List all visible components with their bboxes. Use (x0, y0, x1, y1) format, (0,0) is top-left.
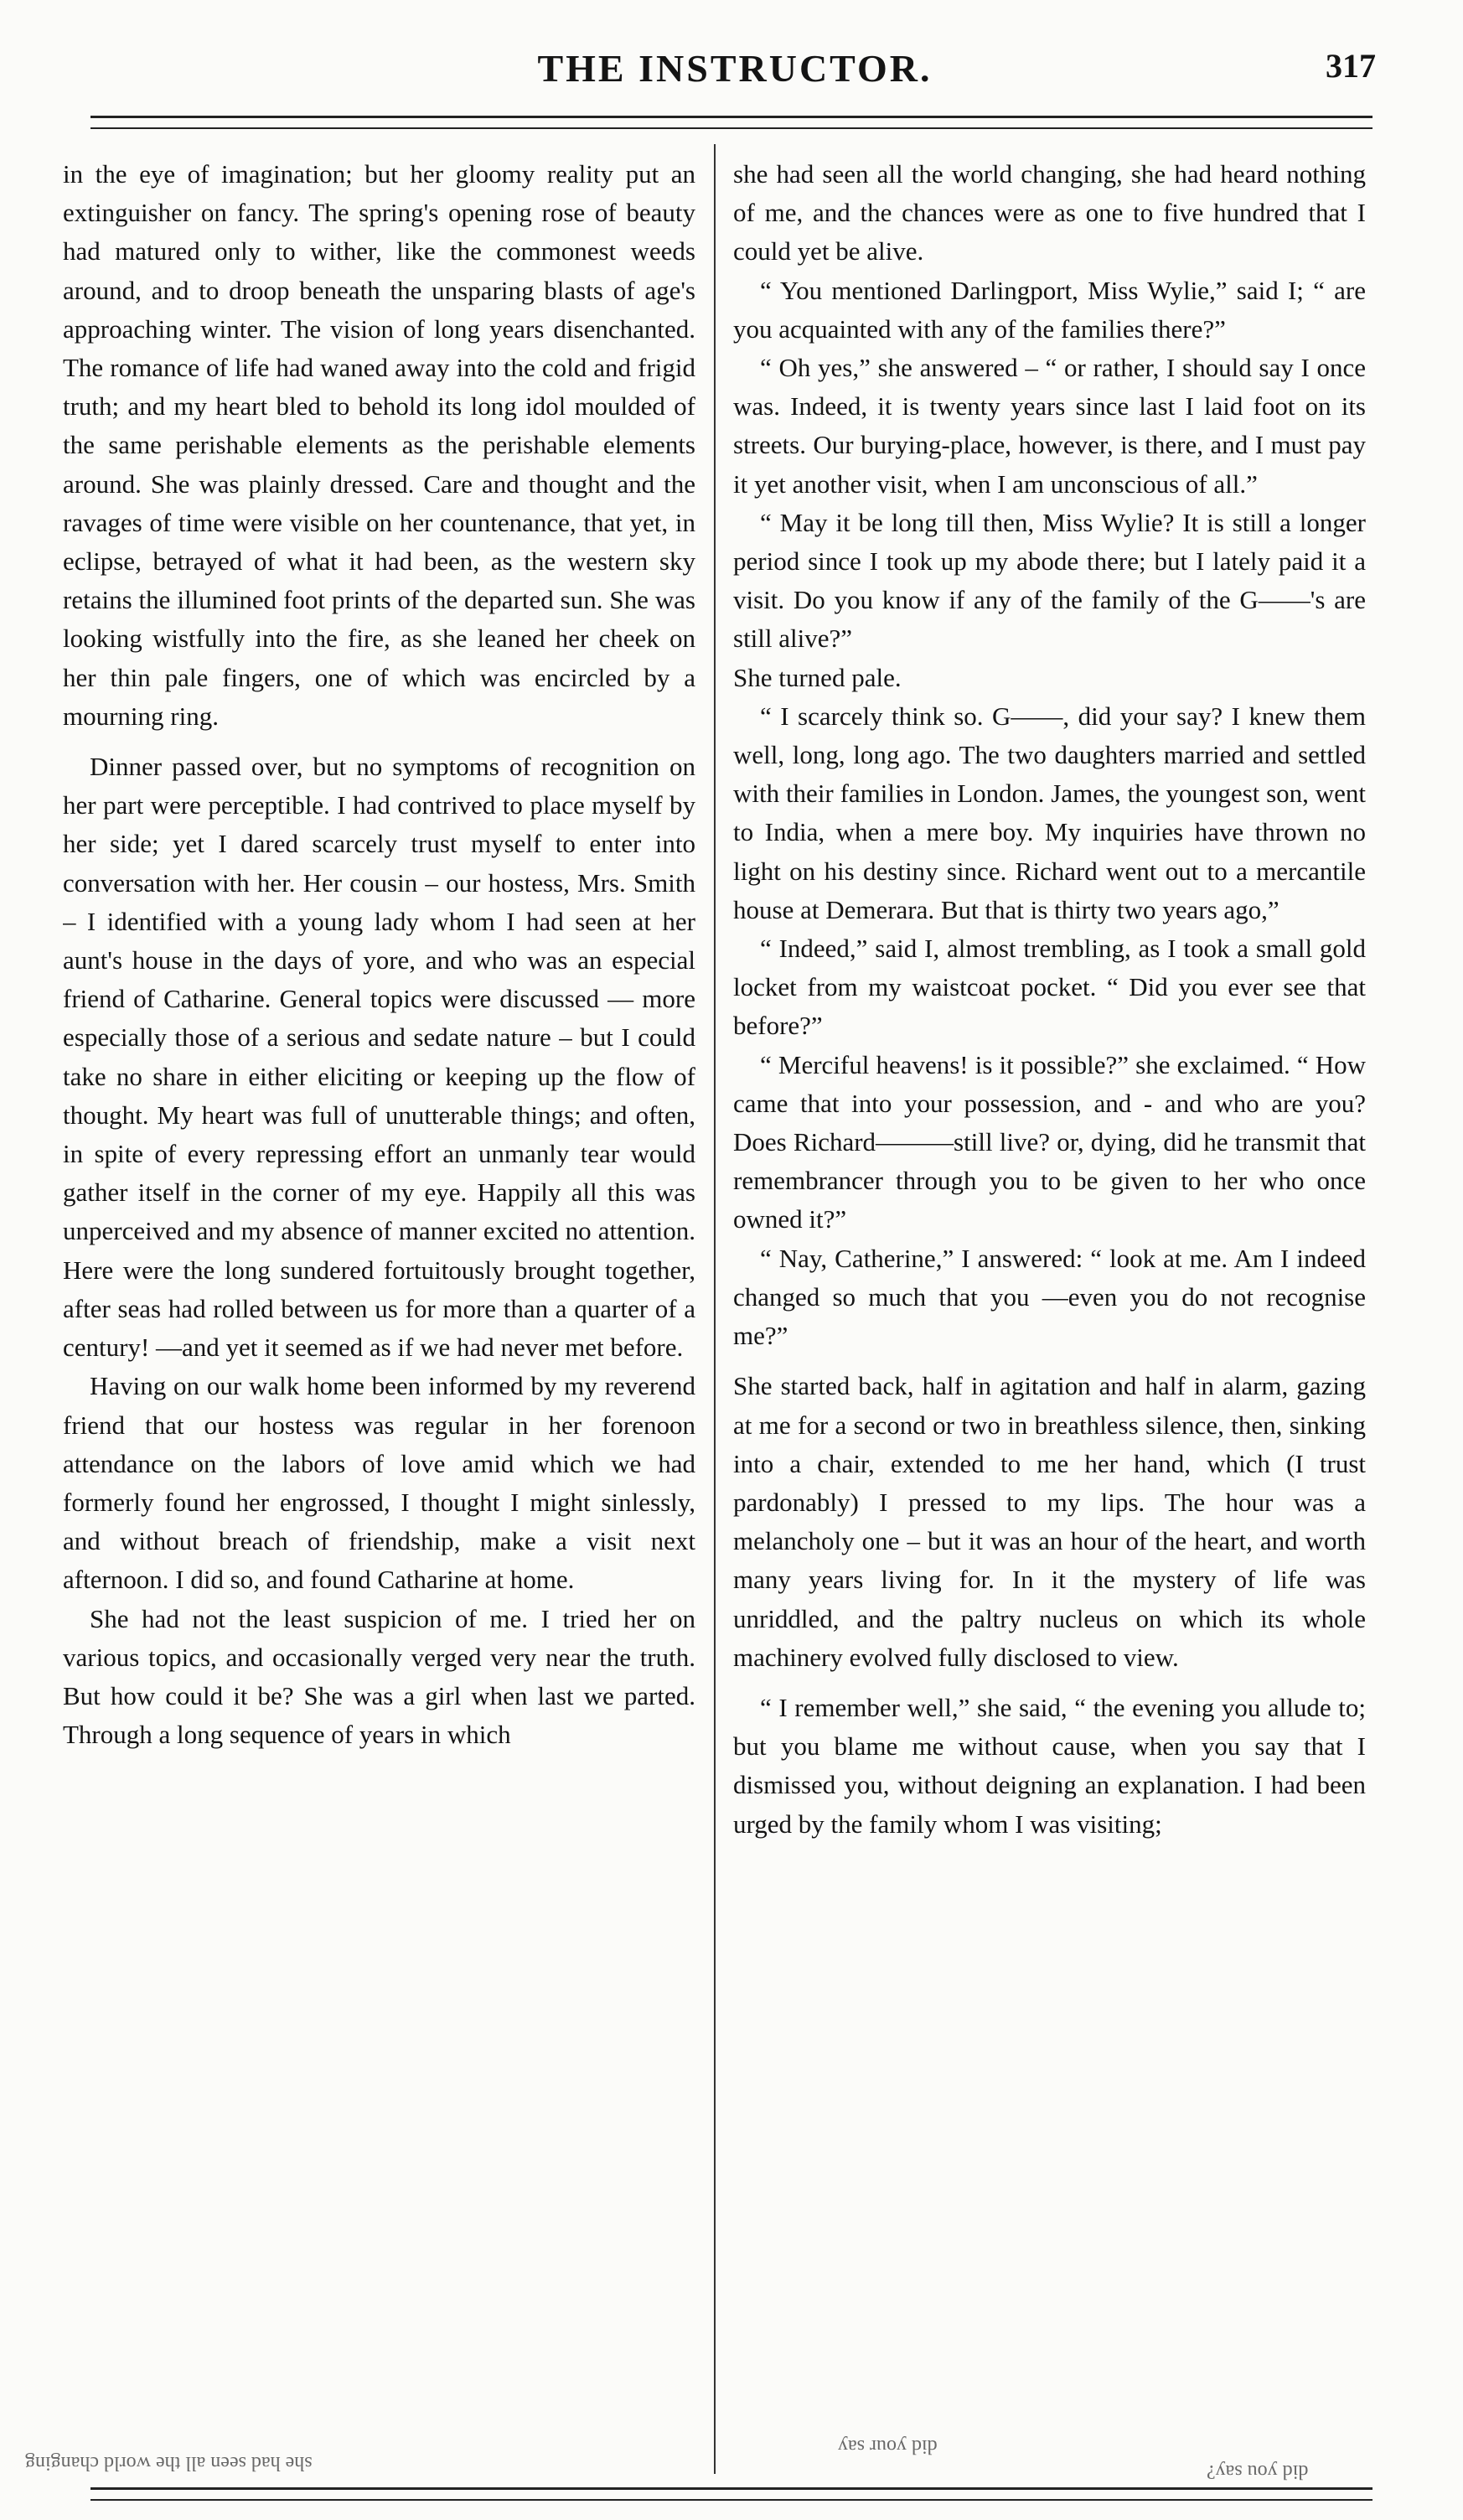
footer-rule-top (90, 2487, 1373, 2490)
paragraph: “ I scarcely think so. G——, did your say? I knew them well, long, long ago. The two daughters married and settled with their families in London. James, the youngest son, went to India, when a mere boy. My inquiries have thrown no light on his destiny since. Richard went out to a mercantile house at Demerara. But that is thirty two years ago,” (733, 701, 1366, 924)
paragraph: “ Nay, Catherine,” I answered: “ look at me. Am I indeed changed so much that you —even you do not recognise me?” (733, 1243, 1366, 1351)
running-title: THE INSTRUCTOR. (537, 47, 933, 90)
bleed-through-text: did your say (838, 2435, 938, 2457)
column-divider (714, 144, 716, 2474)
paragraph: she had seen all the world changing, she had heard nothing of me, and the chances were as one to five hundred that I could yet be alive. (733, 159, 1366, 266)
paragraph: She turned pale. (733, 662, 902, 692)
bleed-through-text: did you say? (1207, 2460, 1309, 2482)
paragraph: “ Oh yes,” she answered – “ or rather, I should say I once was. Indeed, it is twenty years since last I laid foot on its streets. Our burying-place, however, is there, and I must pay it yet another visit, when I am unconscious of all.” (733, 353, 1366, 499)
paragraph: Having on our walk home been informed by my reverend friend that our hostess was regular in her forenoon attendance on the labors of love amid which we had formerly found her engrossed, I thought I might sinlessly, and without breach of friendship, make a visit next afternoon. I did so, and found Catharine at home. (63, 1371, 695, 1595)
paragraph: “ I remember well,” she said, “ the evening you allude to; but you blame me without cause, when you say that I dismissed you, without deigning an explanation. I had been urged by the family whom I was visiting; (733, 1692, 1366, 1839)
paragraph: “ You mentioned Darlingport, Miss Wylie,” said I; “ are you acquainted with any of the families there?” (733, 275, 1366, 344)
bleed-through-text: she had seen all the world changing (25, 2452, 313, 2474)
paragraph: She had not the least suspicion of me. I tried her on various topics, and occasionally verged very near the truth. But how could it be? She was a girl when last we parted. Through a long sequence of years in which (63, 1603, 695, 1750)
page-header (94, 46, 1376, 105)
right-column (733, 155, 1366, 2476)
header-rule-top (90, 116, 1373, 118)
paragraph: in the eye of imagination; but her gloomy reality put an extinguisher on fancy. The spring's opening rose of beauty had matured only to wither, like the commonest weeds around, and to droop beneath the unsparing blasts of age's approaching winter. The vision of long years disenchanted. The romance of life had waned away into the cold and frigid truth; and my heart bled to behold its long idol moulded of the same perishable elements as the perishable elements around. She was plainly dressed. Care and thought and the ravages of time were visible on her countenance, that yet, in eclipse, betrayed of what it had been, as the western sky retains the illumined foot prints of the departed sun. She was looking wistfully into the fire, as she leaned her cheek on her thin pale fingers, one of which was encircled by a mourning ring. (63, 159, 695, 731)
header-rule-bottom (90, 127, 1373, 129)
paragraph: “ Merciful heavens! is it possible?” she exclaimed. “ How came that into your possession, and - and who are you? Does Richard———still live? or, dying, did he transmit that remembrancer through you to be given to her who once owned it?” (733, 1049, 1366, 1234)
paragraph: “ May it be long till then, Miss Wylie? It is still a longer period since I took up my abode there; but I lately paid it a visit. Do you know if any of the family of the G——'s are still alive?” (733, 507, 1366, 654)
left-column (63, 155, 695, 2476)
paragraph: “ Indeed,” said I, almost trembling, as I took a small gold locket from my waistcoat pocket. “ Did you ever see that before?” (733, 934, 1366, 1041)
paragraph: She started back, half in agitation and half in alarm, gazing at me for a second or two in breathless silence, then, sinking into a chair, extended to me her hand, which (I trust pardonably) I pressed to my lips. The hour was a melancholy one – but it was an hour of the heart, and worth many years living for. In it the mystery of life was unriddled, and the paltry nucleus on which its whole machinery evolved fully disclosed to view. (733, 1371, 1366, 1672)
footer-rule-bottom (90, 2499, 1373, 2501)
paragraph: Dinner passed over, but no symptoms of recognition on her part were perceptible. I had contrived to place myself by her side; yet I dared scarcely trust myself to enter into conversation with her. Her cousin – our hostess, Mrs. Smith – I identified with a young lady whom I had seen at her aunt's house in the days of yore, and who was an especial friend of Catharine. General topics were discussed — more especially those of a serious and sedate nature – but I could take no share in either eliciting or keeping up the flow of thought. My heart was full of unutterable things; and often, in spite of every repressing effort an unmanly tear would gather itself in the corner of my eye. Happily all this was unperceived and my absence of manner excited no attention. Here were the long sundered fortuitously brought together, after seas had rolled between us for more than a quarter of a century! —and yet it seemed as if we had never met before. (63, 752, 695, 1363)
page-number: 317 (1326, 47, 1376, 85)
